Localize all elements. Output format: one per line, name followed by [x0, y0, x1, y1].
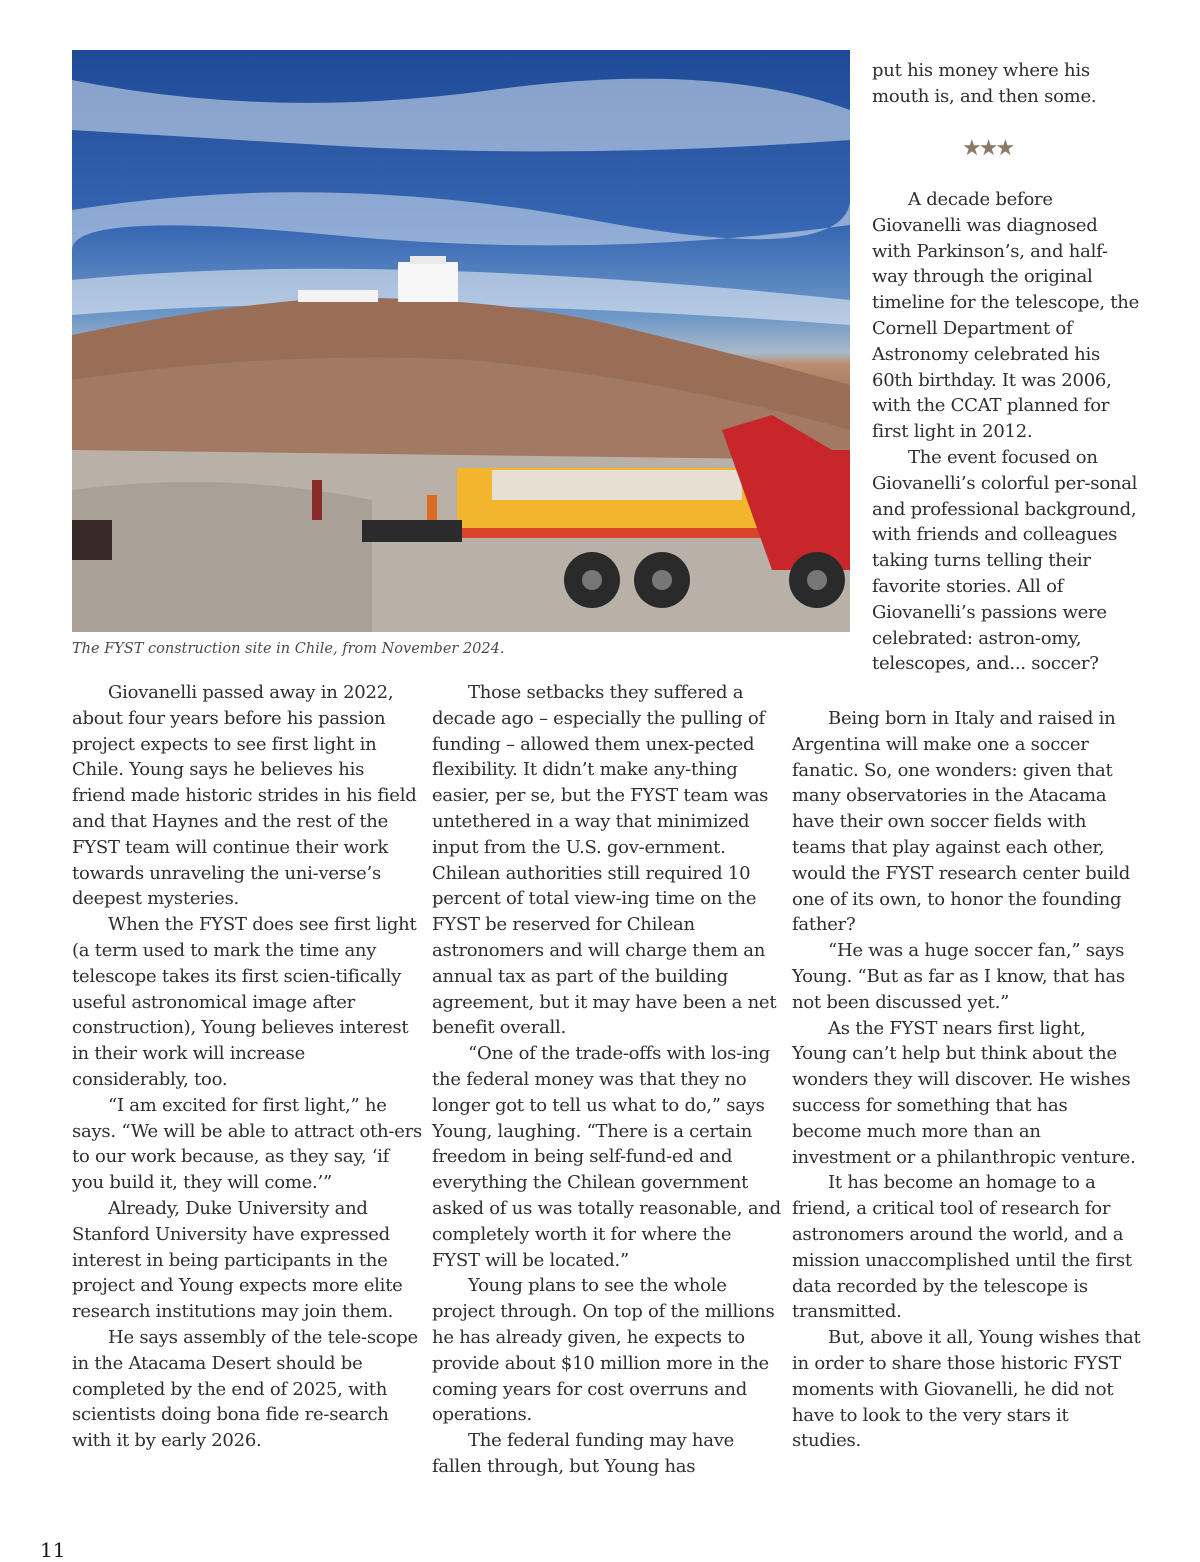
column-3-after-ornament	[872, 187, 1142, 677]
photo-caption: The FYST construction site in Chile, from November 2024.	[72, 641, 505, 657]
paragraph: “He was a huge soccer fan,” says Young. “But as far as I know, that has not been discussed yet.”	[792, 940, 1125, 1013]
paragraph: A decade before Giovanelli was diagnosed with Parkinson’s, and half-way through the original timeline for the telescope, the Cornell Department of Astronomy celebrated his 60th birthday. It was 2006, with the CCAT planned for first light in 2012.	[872, 189, 1140, 443]
column-2	[432, 680, 782, 1480]
column-3	[792, 706, 1142, 1454]
section-break-stars-icon: ★★★	[962, 136, 1013, 161]
paragraph: But, above it all, Young wishes that in order to share those historic FYST moments with Giovanelli, he did not have to look to the very stars it studies.	[792, 1327, 1141, 1452]
paragraph: Being born in Italy and raised in Argentina will make one a soccer fanatic. So, one wonders: given that many observatories in the Atacama have their own soccer fields with teams that play against each other, would the FYST research center build one of its own, to honor the founding father?	[792, 708, 1131, 936]
paragraph: put his money where his mouth is, and then some.	[872, 60, 1097, 107]
paragraph: Giovanelli passed away in 2022, about four years before his passion project expects to see first light in Chile. Young says he believes his friend made historic strides in his field and that Haynes and the rest of the FYST team will continue their work towards unraveling the uni-verse’s deepest mysteries.	[72, 682, 417, 910]
paragraph: Young plans to see the whole project through. On top of the millions he has already given, he expects to provide about $10 million more in the coming years for cost overruns and operations.	[432, 1275, 775, 1426]
column-3-top	[872, 58, 1142, 110]
photo-illustration	[72, 50, 850, 632]
paragraph: “I am excited for first light,” he says. “We will be able to attract oth-ers to our work because, as they say, ‘if you build it, they will come.’”	[72, 1094, 422, 1194]
paragraph: “One of the trade-offs with los-ing the federal money was that they no longer got to tell us what to do,” says Young, laughing. “There is a certain freedom in being self-fund-ed and everything the Chilean government asked of us was totally reasonable, and completely worth it for where the FYST will be located.”	[432, 1043, 781, 1271]
paragraph: The event focused on Giovanelli’s colorful per-sonal and professional background, with friends and colleagues taking turns telling their favorite stories. All of Giovanelli’s passions were celebrated: astron-omy, telescopes, and... soccer?	[872, 446, 1138, 675]
column-1	[72, 680, 422, 1454]
page-number: 11	[40, 1538, 66, 1562]
paragraph: As the FYST nears first light, Young can’t help but think about the wonders they will discover. He wishes success for something that has become much more than an investment or a philanthropic venture.	[792, 1017, 1136, 1168]
construction-site-photo	[72, 50, 850, 632]
paragraph: The federal funding may have fallen through, but Young has	[432, 1430, 735, 1477]
paragraph: Those setbacks they suffered a decade ago – especially the pulling of funding – allowed them unex-pected flexibility. It didn’t make any-thing easier, per se, but the FYST team was untethered in a way that minimized input from the U.S. gov-ernment. Chilean authorities still required 10 percent of total view-ing time on the FYST be reserved for Chilean astronomers and will charge them an annual tax as part of the building agreement, but it may have been a net benefit overall.	[432, 682, 777, 1039]
paragraph: When the FYST does see first light (a term used to mark the time any telescope takes its first scien-tifically useful astronomical image after construction), Young believes interest in their work will increase considerably, too.	[72, 914, 417, 1090]
paragraph: He says assembly of the tele-scope in the Atacama Desert should be completed by the end of 2025, with scientists doing bona fide re-search with it by early 2026.	[72, 1326, 418, 1452]
paragraph: Already, Duke University and Stanford University have expressed interest in being participants in the project and Young expects more elite research institutions may join them.	[72, 1197, 403, 1323]
paragraph: It has become an homage to a friend, a critical tool of research for astronomers around the world, and a mission unaccomplished until the first data recorded by the telescope is transmitted.	[792, 1172, 1132, 1323]
